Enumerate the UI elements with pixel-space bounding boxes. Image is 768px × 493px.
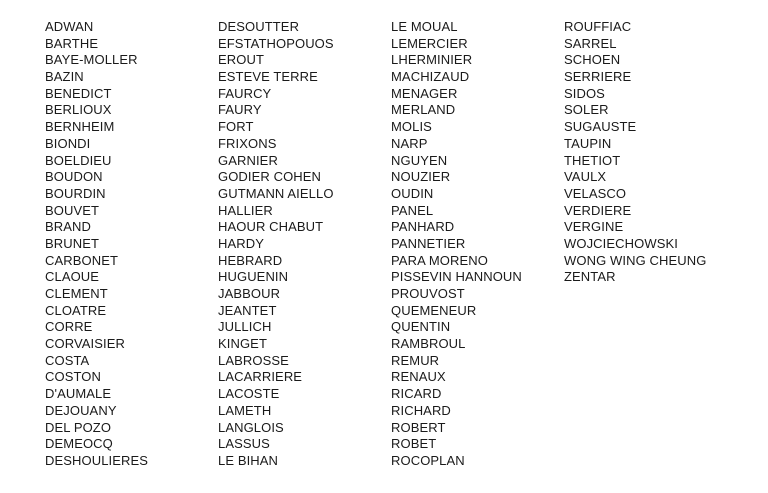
name-entry: CORRE: [45, 319, 93, 335]
name-entry: CLEMENT: [45, 286, 108, 301]
name-entry: HUGUENIN: [218, 269, 289, 285]
name-entry: NOUZIER: [391, 169, 451, 185]
name-entry: HAOUR CHABUT: [218, 219, 324, 235]
name-entry: PISSEVIN HANNOUN: [391, 269, 522, 285]
name-entry: NGUYEN: [391, 152, 448, 168]
name-entry: LAMETH: [218, 402, 272, 418]
name-column-1: [45, 19, 148, 470]
name-entry: FAURCY: [218, 85, 272, 101]
name-entry: SARREL: [564, 35, 617, 51]
name-entry: PROUVOST: [391, 286, 465, 301]
name-entry: QUEMENEUR: [391, 302, 477, 318]
name-entry: DEJOUANY: [45, 402, 117, 418]
name-entry: VERGINE: [564, 219, 624, 235]
name-entry: ZENTAR: [564, 269, 616, 285]
name-entry: SUGAUSTE: [564, 119, 637, 135]
name-entry: TAUPIN: [564, 135, 612, 151]
name-entry: BAZIN: [45, 69, 84, 85]
name-column-3: [391, 19, 522, 470]
name-entry: BARTHE: [45, 35, 99, 51]
name-entry: LASSUS: [218, 436, 270, 452]
name-entry: PARA MORENO: [391, 252, 488, 268]
name-entry: MENAGER: [391, 85, 458, 101]
name-entry: LE BIHAN: [218, 452, 279, 468]
name-entry: BOUDON: [45, 169, 103, 185]
name-entry: ADWAN: [45, 19, 94, 34]
name-entry: PANHARD: [391, 219, 455, 235]
name-entry: BIONDI: [45, 135, 91, 151]
name-entry: CORVAISIER: [45, 336, 125, 352]
name-entry: D'AUMALE: [45, 386, 112, 402]
name-entry: CARBONET: [45, 252, 119, 268]
name-entry: COSTON: [45, 369, 101, 385]
name-entry: OUDIN: [391, 185, 434, 201]
name-entry: BRAND: [45, 219, 92, 235]
name-entry: EROUT: [218, 52, 264, 68]
name-entry: DESHOULIERES: [45, 452, 149, 468]
name-entry: VELASCO: [564, 185, 627, 201]
name-entry: SCHOEN: [564, 52, 621, 68]
name-entry: JEANTET: [218, 302, 277, 318]
name-entry: KINGET: [218, 336, 267, 352]
name-entry: WONG WING CHEUNG: [564, 252, 707, 268]
name-entry: BERLIOUX: [45, 102, 112, 118]
name-entry: MACHIZAUD: [391, 69, 470, 85]
name-entry: PANEL: [391, 202, 434, 218]
name-entry: JABBOUR: [218, 286, 281, 301]
name-entry: DEMEOCQ: [45, 436, 113, 452]
name-entry: GODIER COHEN: [218, 169, 322, 185]
name-entry: ROBET: [391, 436, 437, 452]
name-entry: GARNIER: [218, 152, 278, 168]
name-entry: SERRIERE: [564, 69, 632, 85]
name-entry: WOJCIECHOWSKI: [564, 235, 678, 251]
name-entry: BOURDIN: [45, 185, 106, 201]
name-entry: RENAUX: [391, 369, 446, 385]
name-entry: NARP: [391, 135, 428, 151]
name-entry: CLOATRE: [45, 302, 107, 318]
name-entry: LACARRIERE: [218, 369, 303, 385]
name-entry: RICARD: [391, 386, 442, 402]
name-entry: COSTA: [45, 352, 90, 368]
name-entry: GUTMANN AIELLO: [218, 185, 334, 201]
name-entry: SOLER: [564, 102, 609, 118]
name-column-4: [564, 19, 706, 286]
name-entry: CLAOUE: [45, 269, 100, 285]
name-entry: LHERMINIER: [391, 52, 473, 68]
name-entry: BOUVET: [45, 202, 100, 218]
name-entry: LEMERCIER: [391, 35, 468, 51]
name-entry: BENEDICT: [45, 85, 112, 101]
name-entry: FRIXONS: [218, 135, 277, 151]
name-entry: FAURY: [218, 102, 262, 118]
name-entry: RICHARD: [391, 402, 451, 418]
name-entry: LANGLOIS: [218, 419, 284, 435]
name-column-2: [218, 19, 334, 470]
name-entry: BRUNET: [45, 235, 100, 251]
name-entry: JULLICH: [218, 319, 272, 335]
name-entry: VERDIERE: [564, 202, 632, 218]
name-entry: PANNETIER: [391, 235, 466, 251]
name-entry: HALLIER: [218, 202, 273, 218]
name-entry: FORT: [218, 119, 254, 135]
name-entry: ROUFFIAC: [564, 19, 632, 34]
name-entry: ROBERT: [391, 419, 446, 435]
name-entry: ROCOPLAN: [391, 452, 465, 468]
name-entry: LACOSTE: [218, 386, 280, 402]
name-entry: ESTEVE TERRE: [218, 69, 318, 85]
name-entry: BAYE-MOLLER: [45, 52, 138, 68]
name-entry: SIDOS: [564, 85, 605, 101]
name-entry: MOLIS: [391, 119, 432, 135]
name-entry: HARDY: [218, 235, 265, 251]
name-entry: VAULX: [564, 169, 607, 185]
name-entry: REMUR: [391, 352, 440, 368]
name-entry: LE MOUAL: [391, 19, 458, 34]
name-entry: QUENTIN: [391, 319, 451, 335]
name-entry: BOELDIEU: [45, 152, 112, 168]
name-entry: MERLAND: [391, 102, 456, 118]
name-entry: DEL POZO: [45, 419, 112, 435]
name-entry: RAMBROUL: [391, 336, 466, 352]
name-entry: HEBRARD: [218, 252, 283, 268]
name-entry: LABROSSE: [218, 352, 289, 368]
name-entry: DESOUTTER: [218, 19, 300, 34]
name-entry: THETIOT: [564, 152, 621, 168]
name-entry: EFSTATHOPOUOS: [218, 35, 334, 51]
name-entry: BERNHEIM: [45, 119, 115, 135]
